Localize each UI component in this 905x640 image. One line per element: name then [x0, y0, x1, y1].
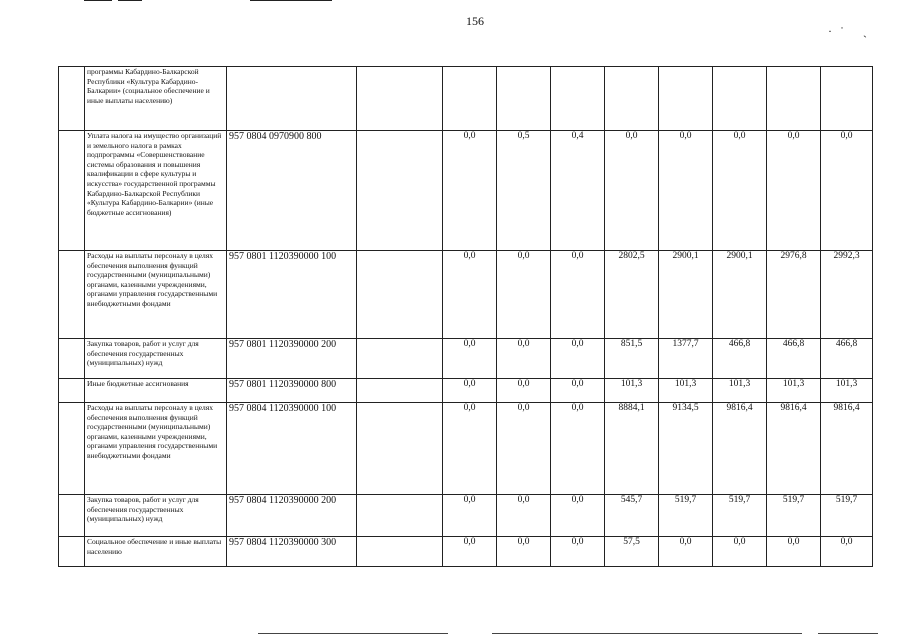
row-description: Закупка товаров, работ и услуг для обеспечения государственных (муниципальных) нужд [85, 339, 227, 379]
row-number-cell [59, 251, 85, 339]
row-number-cell [59, 379, 85, 403]
value-cell-year-1: 0,0 [443, 339, 497, 379]
value-cell-year-7: 9816,4 [767, 403, 821, 495]
empty-column-cell [357, 495, 443, 537]
value-cell-year-8: 9816,4 [821, 403, 873, 495]
row-budget-code: 957 0804 1120390000 300 [227, 537, 357, 567]
row-number-cell [59, 339, 85, 379]
row-number-cell [59, 495, 85, 537]
row-number-cell [59, 403, 85, 495]
value-cell-year-6: 2900,1 [713, 251, 767, 339]
value-cell-year-6: 0,0 [713, 131, 767, 251]
table-row [59, 131, 873, 251]
value-cell-year-2: 0,0 [497, 251, 551, 339]
bottom-rule-right [818, 633, 878, 634]
value-cell-year-2: 0,0 [497, 537, 551, 567]
value-cell-year-2: 0,5 [497, 131, 551, 251]
empty-column-cell [357, 537, 443, 567]
value-cell-year-8: 519,7 [821, 495, 873, 537]
value-cell-year-2: 0,0 [497, 339, 551, 379]
value-cell-year-1: 0,0 [443, 379, 497, 403]
value-cell-year-4: 101,3 [605, 379, 659, 403]
empty-column-cell [357, 379, 443, 403]
value-cell-year-4 [605, 67, 659, 131]
value-cell-year-1: 0,0 [443, 251, 497, 339]
empty-column-cell [357, 403, 443, 495]
row-description: Расходы на выплаты персоналу в целях обеспечения выполнения функций государственными (муниципальными) органами, казенными учреждениями, органами управления государственными внебюджетными фондами [85, 251, 227, 339]
value-cell-year-3: 0,0 [551, 339, 605, 379]
value-cell-year-5: 1377,7 [659, 339, 713, 379]
value-cell-year-2: 0,0 [497, 403, 551, 495]
value-cell-year-7: 0,0 [767, 537, 821, 567]
value-cell-year-5: 2900,1 [659, 251, 713, 339]
table-row [59, 495, 873, 537]
value-cell-year-1: 0,0 [443, 537, 497, 567]
row-budget-code: 957 0801 1120390000 200 [227, 339, 357, 379]
scan-mark-top-left [84, 0, 112, 1]
value-cell-year-7 [767, 67, 821, 131]
value-cell-year-1: 0,0 [443, 403, 497, 495]
bottom-rule-mid [492, 633, 802, 634]
value-cell-year-6 [713, 67, 767, 131]
table-row [59, 339, 873, 379]
value-cell-year-5: 0,0 [659, 131, 713, 251]
value-cell-year-8: 0,0 [821, 537, 873, 567]
value-cell-year-6: 9816,4 [713, 403, 767, 495]
value-cell-year-4: 0,0 [605, 131, 659, 251]
row-description: программы Кабардино-Балкарской Республики «Культура Кабардино-Балкарии» (социальное обеспечение и иные выплаты населению) [85, 67, 227, 131]
value-cell-year-8 [821, 67, 873, 131]
value-cell-year-5: 101,3 [659, 379, 713, 403]
value-cell-year-3: 0,0 [551, 537, 605, 567]
row-description: Иные бюджетные ассигнования [85, 379, 227, 403]
empty-column-cell [357, 131, 443, 251]
row-budget-code: 957 0804 1120390000 100 [227, 403, 357, 495]
empty-column-cell [357, 67, 443, 131]
value-cell-year-2 [497, 67, 551, 131]
empty-column-cell [357, 339, 443, 379]
row-description: Закупка товаров, работ и услуг для обеспечения государственных (муниципальных) нужд [85, 495, 227, 537]
value-cell-year-3: 0,4 [551, 131, 605, 251]
table-row [59, 379, 873, 403]
budget-table [58, 66, 873, 567]
value-cell-year-6: 519,7 [713, 495, 767, 537]
row-description: Расходы на выплаты персоналу в целях обеспечения выполнения функций государственными (муниципальными) органами, казенными учреждениями, органами управления государственными внебюджетными фондами [85, 403, 227, 495]
value-cell-year-3: 0,0 [551, 403, 605, 495]
empty-column-cell [357, 251, 443, 339]
page-number: 156 [466, 14, 484, 28]
table-row [59, 537, 873, 567]
scan-mark-top-right [250, 0, 332, 1]
value-cell-year-1 [443, 67, 497, 131]
scan-mark-top-mid [118, 0, 142, 1]
value-cell-year-7: 0,0 [767, 131, 821, 251]
value-cell-year-3 [551, 67, 605, 131]
value-cell-year-8: 466,8 [821, 339, 873, 379]
row-budget-code: 957 0804 0970900 800 [227, 131, 357, 251]
value-cell-year-2: 0,0 [497, 495, 551, 537]
value-cell-year-4: 57,5 [605, 537, 659, 567]
value-cell-year-8: 2992,3 [821, 251, 873, 339]
value-cell-year-4: 2802,5 [605, 251, 659, 339]
value-cell-year-2: 0,0 [497, 379, 551, 403]
value-cell-year-7: 2976,8 [767, 251, 821, 339]
value-cell-year-7: 519,7 [767, 495, 821, 537]
row-budget-code [227, 67, 357, 131]
value-cell-year-5: 519,7 [659, 495, 713, 537]
value-cell-year-1: 0,0 [443, 495, 497, 537]
row-number-cell [59, 67, 85, 131]
scan-speck-marks: ·˙ ˏ [828, 24, 875, 38]
value-cell-year-6: 0,0 [713, 537, 767, 567]
value-cell-year-6: 466,8 [713, 339, 767, 379]
value-cell-year-5 [659, 67, 713, 131]
value-cell-year-3: 0,0 [551, 495, 605, 537]
row-budget-code: 957 0801 1120390000 800 [227, 379, 357, 403]
row-budget-code: 957 0804 1120390000 200 [227, 495, 357, 537]
row-description: Социальное обеспечение и иные выплаты населению [85, 537, 227, 567]
row-number-cell [59, 537, 85, 567]
value-cell-year-5: 0,0 [659, 537, 713, 567]
value-cell-year-4: 851,5 [605, 339, 659, 379]
value-cell-year-4: 545,7 [605, 495, 659, 537]
value-cell-year-4: 8884,1 [605, 403, 659, 495]
table-row [59, 67, 873, 131]
table-row [59, 251, 873, 339]
value-cell-year-7: 101,3 [767, 379, 821, 403]
bottom-rule-left [258, 633, 448, 634]
value-cell-year-8: 0,0 [821, 131, 873, 251]
row-description: Уплата налога на имущество организаций и земельного налога в рамках подпрограммы «Совершенствование системы образования и повышения квалификации в сфере культуры и искусства» государственной программы Кабардино-Балкарской Республики «Культура Кабардино-Балкарии» (иные бюджетные ассигнования) [85, 131, 227, 251]
value-cell-year-7: 466,8 [767, 339, 821, 379]
value-cell-year-3: 0,0 [551, 379, 605, 403]
row-budget-code: 957 0801 1120390000 100 [227, 251, 357, 339]
value-cell-year-8: 101,3 [821, 379, 873, 403]
value-cell-year-6: 101,3 [713, 379, 767, 403]
value-cell-year-3: 0,0 [551, 251, 605, 339]
value-cell-year-5: 9134,5 [659, 403, 713, 495]
value-cell-year-1: 0,0 [443, 131, 497, 251]
row-number-cell [59, 131, 85, 251]
table-row [59, 403, 873, 495]
